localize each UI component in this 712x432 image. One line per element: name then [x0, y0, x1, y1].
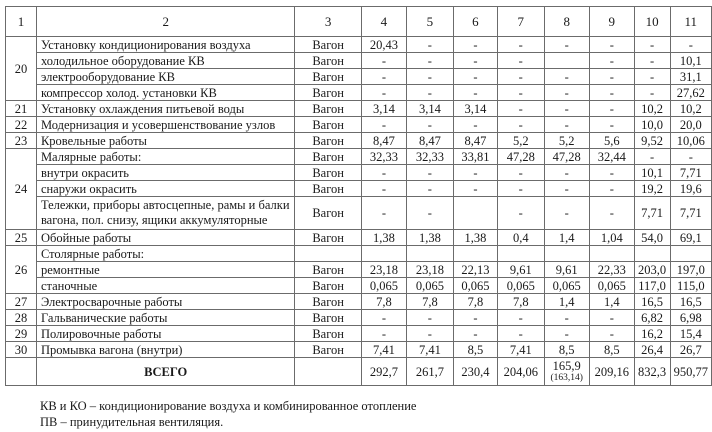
header-cell: 4: [361, 7, 406, 37]
value-cell: -: [453, 117, 497, 133]
unit-cell: [295, 246, 361, 262]
value-cell: -: [589, 197, 634, 230]
value-cell: -: [406, 85, 453, 101]
value-cell: 47,28: [498, 149, 545, 165]
value-cell: -: [498, 310, 545, 326]
table-row: [6, 197, 712, 230]
value-cell: 20,43: [361, 37, 406, 53]
value-cell: [498, 246, 545, 262]
value-cell: 5,2: [498, 133, 545, 149]
work-description: снаружи окрасить: [36, 181, 295, 197]
value-cell: -: [406, 310, 453, 326]
value-cell: 16,2: [634, 326, 670, 342]
work-description: Малярные работы:: [36, 149, 295, 165]
value-cell: -: [544, 326, 589, 342]
value-cell: -: [453, 53, 497, 69]
row-number: 20: [6, 37, 37, 101]
work-description: электрооборудование КВ: [36, 69, 295, 85]
row-number: 26: [6, 246, 37, 294]
unit-cell: Вагон: [295, 342, 361, 358]
value-cell: -: [361, 197, 406, 230]
table-row: [6, 310, 712, 326]
unit-cell: Вагон: [295, 149, 361, 165]
table-row: [6, 262, 712, 278]
value-cell: 0,065: [453, 278, 497, 294]
table-row: [6, 133, 712, 149]
value-cell: -: [361, 117, 406, 133]
row-number: 25: [6, 230, 37, 246]
value-cell: 7,41: [361, 342, 406, 358]
work-description: ремонтные: [36, 262, 295, 278]
table-row: [6, 53, 712, 69]
row-number: 24: [6, 149, 37, 230]
work-description: Обойные работы: [36, 230, 295, 246]
value-cell: 54,0: [634, 230, 670, 246]
value-cell: 22,33: [589, 262, 634, 278]
value-cell: -: [498, 117, 545, 133]
work-description: Гальванические работы: [36, 310, 295, 326]
table-row: [6, 230, 712, 246]
work-description: Модернизация и усовершенствование узлов: [36, 117, 295, 133]
value-cell: 8,47: [453, 133, 497, 149]
value-cell: 10,1: [670, 53, 711, 69]
value-cell: [406, 246, 453, 262]
header-cell: 2: [36, 7, 295, 37]
value-cell: -: [361, 326, 406, 342]
empty-cell: [6, 358, 37, 386]
work-description: внутри окрасить: [36, 165, 295, 181]
table-row: [6, 278, 712, 294]
value-cell: 0,065: [589, 278, 634, 294]
table-row: [6, 246, 712, 262]
value-cell: 1,4: [589, 294, 634, 310]
value-cell: 26,4: [634, 342, 670, 358]
value-cell: 7,71: [670, 165, 711, 181]
value-cell: -: [498, 53, 545, 69]
value-cell: 19,2: [634, 181, 670, 197]
value-cell: 9,52: [634, 133, 670, 149]
work-description: холодильное оборудование КВ: [36, 53, 295, 69]
value-cell: -: [670, 37, 711, 53]
value-cell: -: [634, 53, 670, 69]
value-cell: -: [634, 149, 670, 165]
footnote-kv-ko: КВ и КО – кондиционирование воздуха и комбинированное отопление: [40, 399, 417, 413]
value-cell: 1,04: [589, 230, 634, 246]
work-description: Столярные работы:: [36, 246, 295, 262]
value-cell: 32,33: [406, 149, 453, 165]
value-cell: 8,5: [589, 342, 634, 358]
unit-cell: Вагон: [295, 69, 361, 85]
unit-cell: Вагон: [295, 262, 361, 278]
work-description: Электросварочные работы: [36, 294, 295, 310]
value-cell: 10,0: [634, 117, 670, 133]
unit-cell: Вагон: [295, 85, 361, 101]
value-cell: -: [544, 310, 589, 326]
value-cell: -: [544, 101, 589, 117]
value-cell: -: [361, 310, 406, 326]
value-cell: -: [406, 165, 453, 181]
header-cell: 5: [406, 7, 453, 37]
value-cell: 15,4: [670, 326, 711, 342]
value-cell: 19,6: [670, 181, 711, 197]
value-cell: -: [544, 85, 589, 101]
value-cell: 10,2: [634, 101, 670, 117]
value-cell: 1,38: [361, 230, 406, 246]
unit-cell: Вагон: [295, 37, 361, 53]
table-row: [6, 37, 712, 53]
work-description: Установку кондиционирования воздуха: [36, 37, 295, 53]
value-cell: [453, 197, 497, 230]
value-cell: -: [589, 37, 634, 53]
unit-cell: Вагон: [295, 197, 361, 230]
header-cell: 7: [498, 7, 545, 37]
unit-cell: Вагон: [295, 310, 361, 326]
table-row: [6, 149, 712, 165]
value-cell: 7,71: [670, 197, 711, 230]
value-cell: 8,47: [406, 133, 453, 149]
value-cell: 0,065: [361, 278, 406, 294]
value-cell: 22,13: [453, 262, 497, 278]
value-cell: -: [498, 69, 545, 85]
work-description: Полировочные работы: [36, 326, 295, 342]
value-cell: 33,81: [453, 149, 497, 165]
value-cell: -: [453, 165, 497, 181]
value-cell: 8,47: [361, 133, 406, 149]
value-cell: 117,0: [634, 278, 670, 294]
unit-cell: Вагон: [295, 117, 361, 133]
work-description: компрессор холод. установки КВ: [36, 85, 295, 101]
value-cell: 32,44: [589, 149, 634, 165]
unit-cell: Вагон: [295, 181, 361, 197]
value-cell: -: [589, 326, 634, 342]
value-cell: -: [498, 326, 545, 342]
total-value-alt: (163,14): [550, 373, 583, 383]
unit-cell: Вагон: [295, 101, 361, 117]
value-cell: 0,065: [406, 278, 453, 294]
header-cell: 9: [589, 7, 634, 37]
unit-cell: Вагон: [295, 326, 361, 342]
total-row: [6, 358, 712, 386]
value-cell: 10,1: [634, 165, 670, 181]
value-cell: -: [589, 117, 634, 133]
value-cell: [544, 53, 589, 69]
value-cell: 20,0: [670, 117, 711, 133]
value-cell: -: [453, 310, 497, 326]
value-cell: 8,5: [544, 342, 589, 358]
header-cell: 3: [295, 7, 361, 37]
value-cell: -: [634, 37, 670, 53]
value-cell: 6,98: [670, 310, 711, 326]
table-row: [6, 117, 712, 133]
work-description: Тележки, приборы автосцепные, рамы и балки вагона, пол. снизу, ящики аккумуляторные: [36, 197, 295, 230]
value-cell: -: [406, 117, 453, 133]
table-row: [6, 326, 712, 342]
value-cell: -: [498, 181, 545, 197]
value-cell: [670, 246, 711, 262]
total-value: 204,06: [498, 358, 545, 386]
work-description: Промывка вагона (внутри): [36, 342, 295, 358]
value-cell: 47,28: [544, 149, 589, 165]
total-value-main: 165,9: [552, 359, 581, 373]
value-cell: 16,5: [634, 294, 670, 310]
value-cell: 8,5: [453, 342, 497, 358]
header-cell: 6: [453, 7, 497, 37]
work-description: станочные: [36, 278, 295, 294]
table-row: [6, 165, 712, 181]
header-row: [6, 7, 712, 37]
value-cell: 7,41: [406, 342, 453, 358]
value-cell: -: [544, 197, 589, 230]
unit-cell: Вагон: [295, 294, 361, 310]
row-number: 30: [6, 342, 37, 358]
value-cell: -: [544, 69, 589, 85]
value-cell: 0,4: [498, 230, 545, 246]
value-cell: 7,71: [634, 197, 670, 230]
value-cell: 10,2: [670, 101, 711, 117]
row-number: 21: [6, 101, 37, 117]
value-cell: -: [634, 85, 670, 101]
value-cell: -: [589, 85, 634, 101]
unit-cell: Вагон: [295, 165, 361, 181]
total-value: 261,7: [406, 358, 453, 386]
value-cell: -: [498, 165, 545, 181]
value-cell: -: [634, 69, 670, 85]
value-cell: 6,82: [634, 310, 670, 326]
header-cell: 8: [544, 7, 589, 37]
value-cell: 7,8: [453, 294, 497, 310]
total-value: 292,7: [361, 358, 406, 386]
value-cell: -: [453, 181, 497, 197]
value-cell: -: [361, 53, 406, 69]
value-cell: [589, 246, 634, 262]
value-cell: 197,0: [670, 262, 711, 278]
row-number: 28: [6, 310, 37, 326]
table-row: [6, 101, 712, 117]
value-cell: 16,5: [670, 294, 711, 310]
work-description: Кровельные работы: [36, 133, 295, 149]
value-cell: 69,1: [670, 230, 711, 246]
value-cell: 115,0: [670, 278, 711, 294]
value-cell: 9,61: [498, 262, 545, 278]
value-cell: 7,8: [498, 294, 545, 310]
value-cell: -: [589, 165, 634, 181]
total-value: 832,3: [634, 358, 670, 386]
value-cell: -: [544, 117, 589, 133]
unit-cell: Вагон: [295, 53, 361, 69]
value-cell: [634, 246, 670, 262]
value-cell: 1,4: [544, 294, 589, 310]
value-cell: -: [589, 101, 634, 117]
work-norms-table: [5, 6, 712, 386]
value-cell: -: [498, 101, 545, 117]
total-value: 209,16: [589, 358, 634, 386]
value-cell: 7,41: [498, 342, 545, 358]
row-number: 23: [6, 133, 37, 149]
value-cell: -: [453, 37, 497, 53]
value-cell: 203,0: [634, 262, 670, 278]
value-cell: 5,2: [544, 133, 589, 149]
value-cell: [453, 246, 497, 262]
work-description: Установку охлаждения питьевой воды: [36, 101, 295, 117]
value-cell: -: [406, 181, 453, 197]
value-cell: -: [406, 197, 453, 230]
unit-cell: Вагон: [295, 278, 361, 294]
value-cell: -: [406, 326, 453, 342]
table-row: [6, 181, 712, 197]
header-cell: 1: [6, 7, 37, 37]
table-row: [6, 342, 712, 358]
table-row: [6, 294, 712, 310]
footnotes: [40, 398, 416, 430]
value-cell: 1,38: [453, 230, 497, 246]
value-cell: 7,8: [361, 294, 406, 310]
value-cell: 3,14: [361, 101, 406, 117]
value-cell: -: [544, 37, 589, 53]
value-cell: 5,6: [589, 133, 634, 149]
value-cell: 7,8: [406, 294, 453, 310]
value-cell: 3,14: [453, 101, 497, 117]
value-cell: 26,7: [670, 342, 711, 358]
value-cell: 9,61: [544, 262, 589, 278]
value-cell: 3,14: [406, 101, 453, 117]
value-cell: 27,62: [670, 85, 711, 101]
value-cell: -: [406, 69, 453, 85]
value-cell: 32,33: [361, 149, 406, 165]
value-cell: -: [361, 85, 406, 101]
row-number: 29: [6, 326, 37, 342]
footnote-pv: ПВ – принудительная вентиляция.: [40, 415, 224, 429]
empty-cell: [295, 358, 361, 386]
unit-cell: Вагон: [295, 230, 361, 246]
total-value: 230,4: [453, 358, 497, 386]
total-label: ВСЕГО: [36, 358, 295, 386]
total-value: 950,77: [670, 358, 711, 386]
value-cell: -: [589, 181, 634, 197]
value-cell: 1,4: [544, 230, 589, 246]
value-cell: 10,06: [670, 133, 711, 149]
value-cell: -: [406, 53, 453, 69]
value-cell: -: [670, 149, 711, 165]
value-cell: 23,18: [406, 262, 453, 278]
value-cell: -: [453, 85, 497, 101]
row-number: 27: [6, 294, 37, 310]
value-cell: -: [453, 326, 497, 342]
value-cell: -: [498, 85, 545, 101]
unit-cell: Вагон: [295, 133, 361, 149]
value-cell: -: [544, 181, 589, 197]
row-number: 22: [6, 117, 37, 133]
value-cell: -: [361, 69, 406, 85]
value-cell: -: [453, 69, 497, 85]
value-cell: -: [361, 165, 406, 181]
value-cell: -: [406, 37, 453, 53]
value-cell: 1,38: [406, 230, 453, 246]
value-cell: -: [589, 310, 634, 326]
value-cell: [544, 246, 589, 262]
total-value: [544, 358, 589, 386]
value-cell: -: [544, 165, 589, 181]
value-cell: 0,065: [498, 278, 545, 294]
value-cell: -: [589, 69, 634, 85]
value-cell: -: [498, 37, 545, 53]
table-row: [6, 85, 712, 101]
value-cell: 31,1: [670, 69, 711, 85]
table-row: [6, 69, 712, 85]
value-cell: -: [361, 181, 406, 197]
value-cell: 23,18: [361, 262, 406, 278]
value-cell: [361, 246, 406, 262]
header-cell: 10: [634, 7, 670, 37]
value-cell: 0,065: [544, 278, 589, 294]
header-cell: 11: [670, 7, 711, 37]
value-cell: -: [589, 53, 634, 69]
value-cell: -: [498, 197, 545, 230]
